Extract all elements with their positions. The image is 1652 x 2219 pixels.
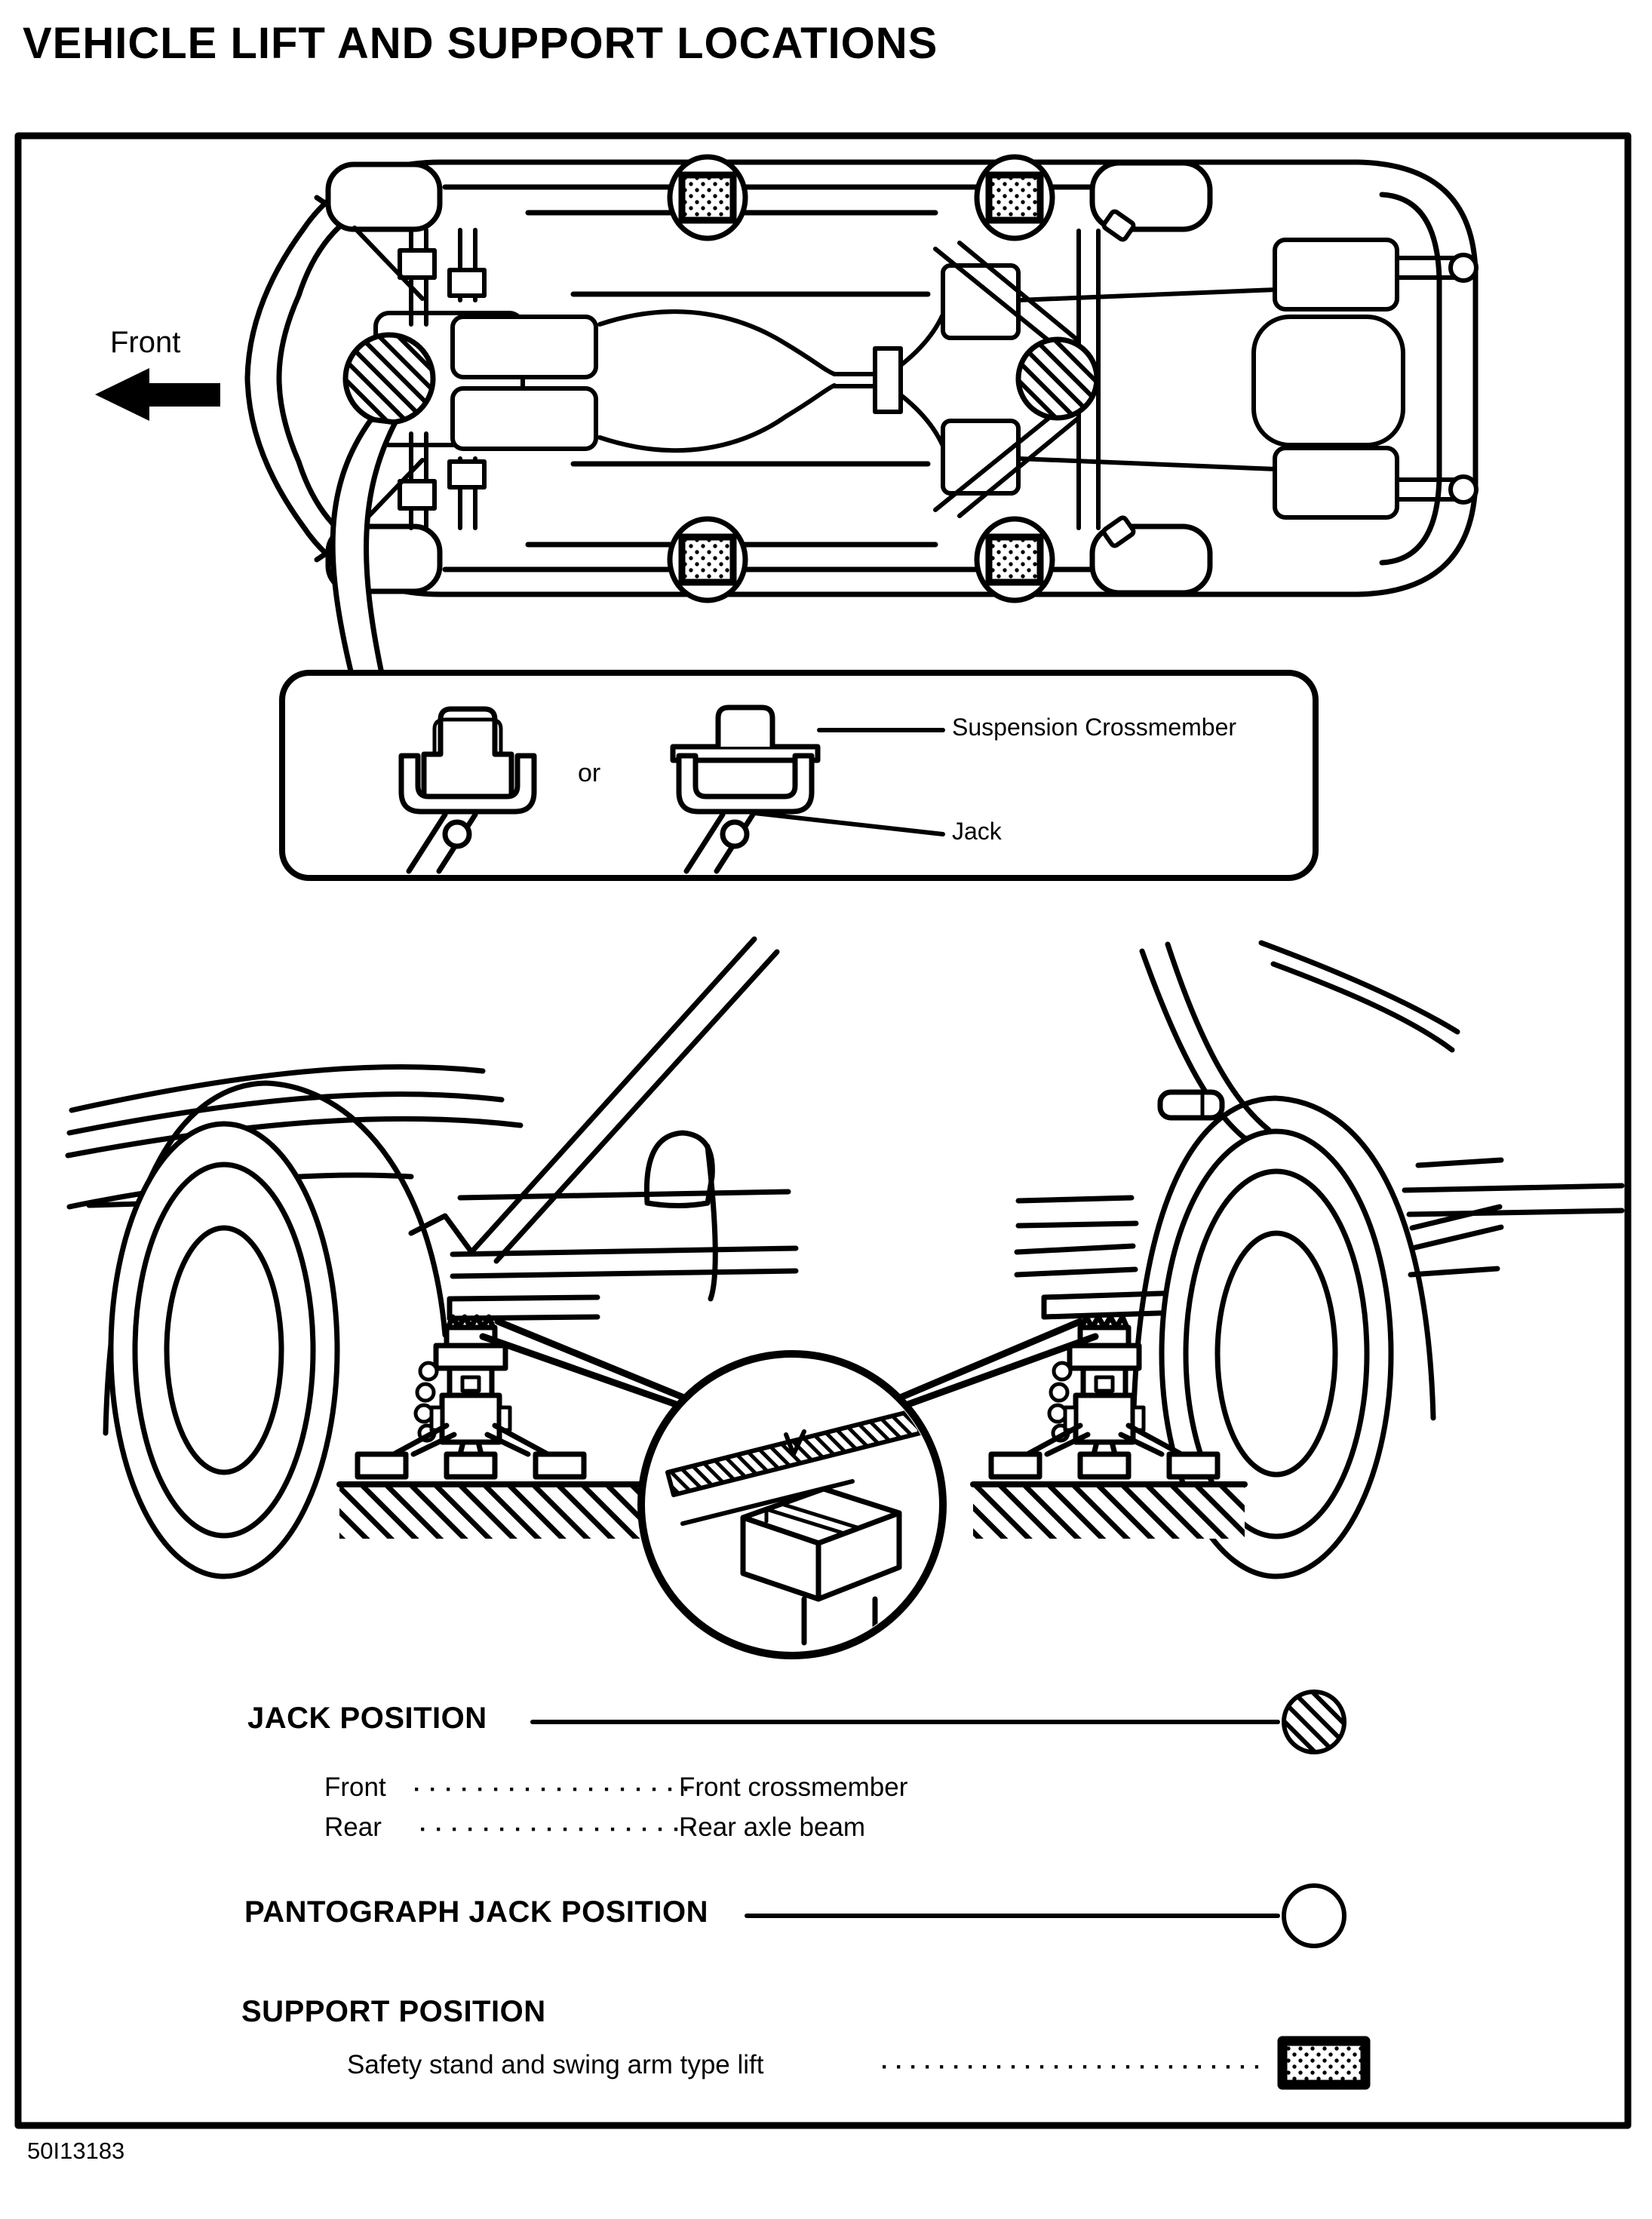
support-position-heading: SUPPORT POSITION bbox=[241, 1995, 546, 2028]
door-handle bbox=[1160, 1092, 1222, 1118]
jack-position-heading: JACK POSITION bbox=[247, 1702, 487, 1735]
page-title: VEHICLE LIFT AND SUPPORT LOCATIONS bbox=[23, 19, 938, 68]
support-position-markers bbox=[670, 157, 1052, 600]
suspension-crossmember-label: Suspension Crossmember bbox=[952, 714, 1237, 741]
pinch-weld-detail-inset bbox=[641, 1354, 943, 1656]
legend-rear-value: Rear axle beam bbox=[679, 1812, 866, 1842]
legend-front-dots: ·················· bbox=[413, 1777, 699, 1802]
front-direction-arrow-icon bbox=[95, 368, 220, 421]
jack-position-rear-marker bbox=[1018, 339, 1097, 418]
front-wheel bbox=[111, 1124, 337, 1576]
or-label: or bbox=[578, 759, 601, 787]
legend-symbols bbox=[533, 1692, 1365, 2085]
jack-position-symbol bbox=[1284, 1692, 1344, 1752]
support-marker-front-right bbox=[682, 537, 733, 582]
support-position-symbol bbox=[1282, 2041, 1365, 2085]
pantograph-jack-position-heading: PANTOGRAPH JACK POSITION bbox=[244, 1895, 709, 1929]
legend-front-value: Front crossmember bbox=[679, 1772, 908, 1802]
legend-front-name: Front bbox=[324, 1772, 386, 1802]
pantograph-jack-position-symbol bbox=[1284, 1886, 1344, 1946]
chassis-top-view bbox=[95, 157, 1476, 680]
tire-front-left bbox=[328, 164, 440, 229]
legend-safety-stand-name: Safety stand and swing arm type lift bbox=[347, 2050, 764, 2079]
jack-label: Jack bbox=[952, 818, 1002, 845]
legend-safety-stand-dots: ··························· bbox=[881, 2055, 1268, 2079]
jack-point-detail-box bbox=[282, 673, 1316, 878]
exhaust-and-rear-axle-detail bbox=[834, 210, 1476, 548]
legend-rear-dots: ·················· bbox=[419, 1817, 705, 1842]
figure-code: 50I13183 bbox=[27, 2138, 125, 2164]
jack-position-front-marker bbox=[345, 335, 433, 422]
front-direction-label: Front bbox=[110, 326, 181, 359]
support-marker-rear-left bbox=[989, 175, 1040, 220]
support-marker-rear-right bbox=[989, 537, 1040, 582]
legend-rear-name: Rear bbox=[324, 1812, 382, 1842]
support-marker-front-left bbox=[682, 175, 733, 220]
